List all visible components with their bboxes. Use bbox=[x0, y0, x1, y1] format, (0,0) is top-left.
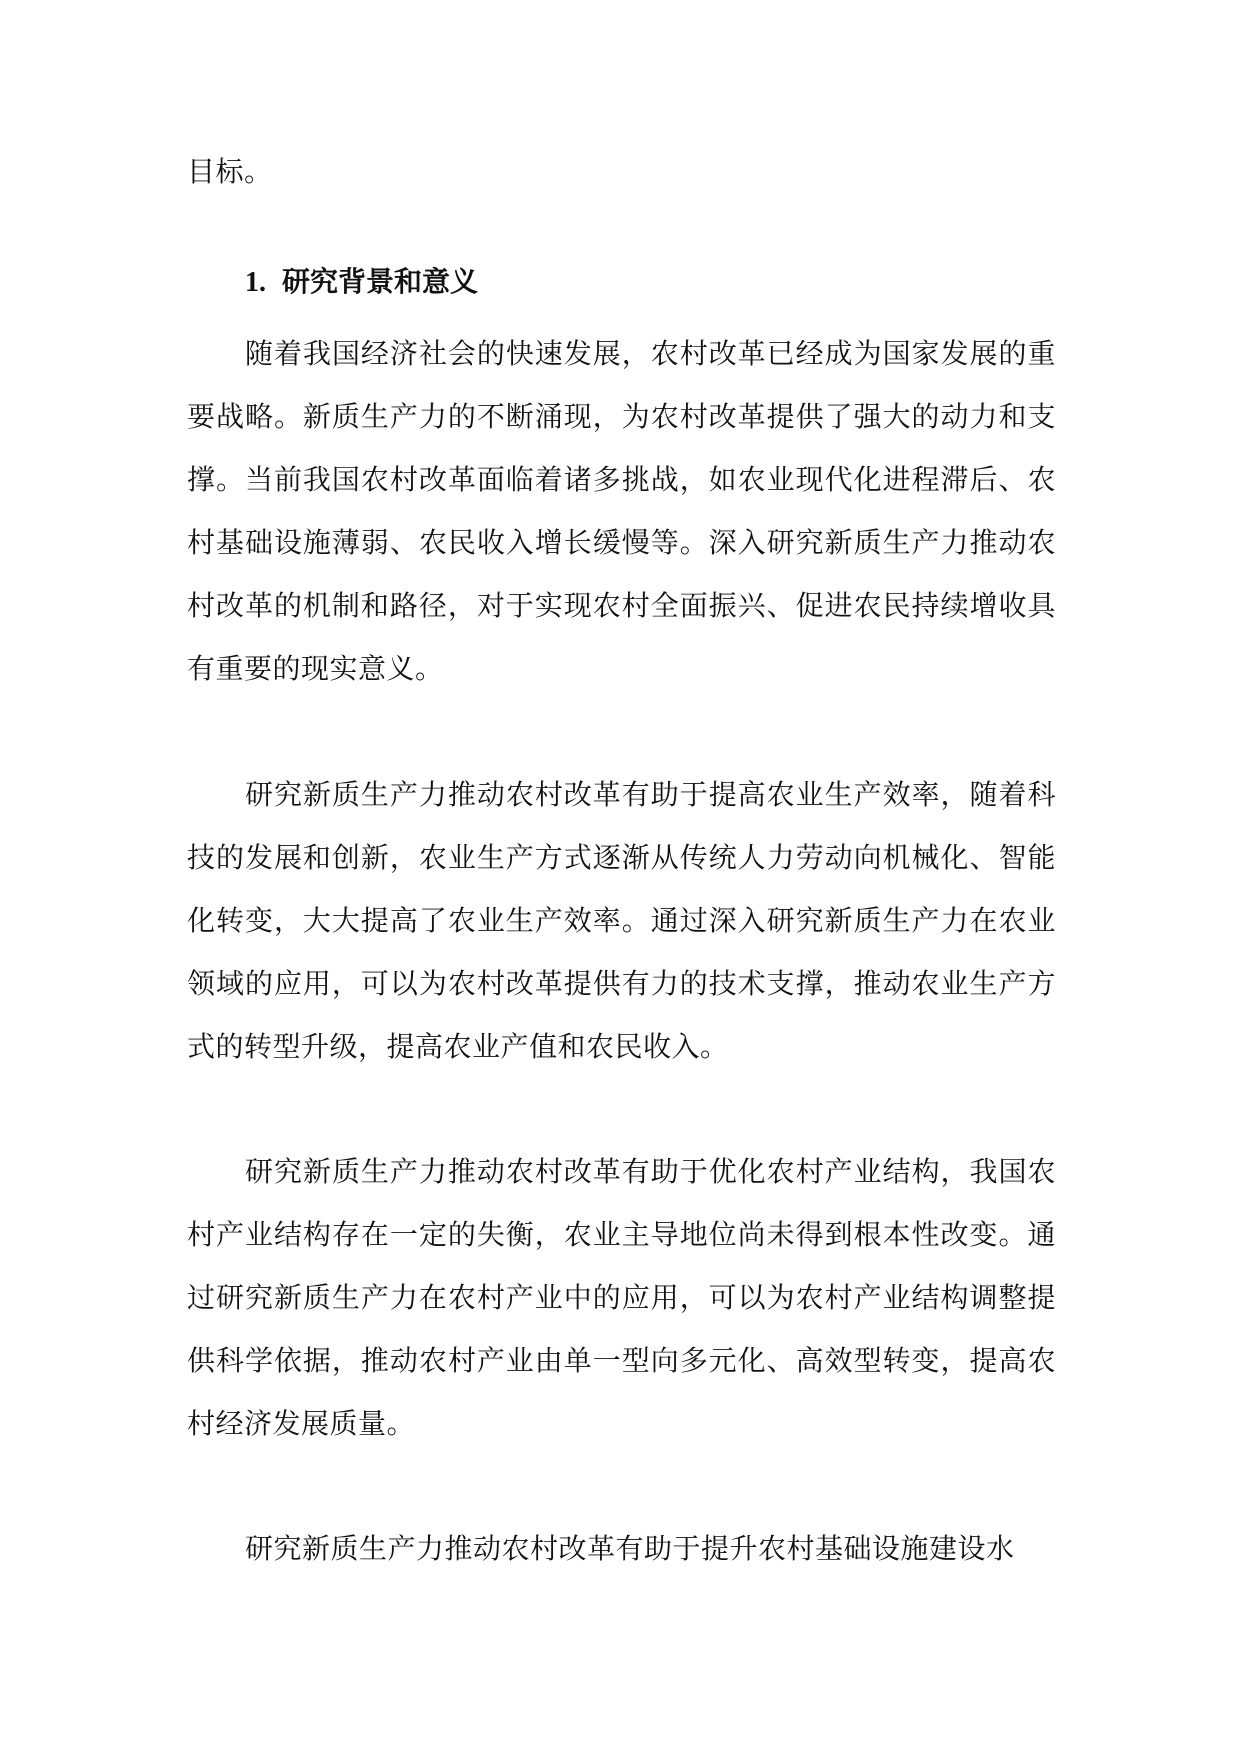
paragraph-background: 随着我国经济社会的快速发展，农村改革已经成为国家发展的重要战略。新质生产力的不断涌现，为农村改革提供了强大的动力和支撑。当前我国农村改革面临着诸多挑战，如农业现代化进程滞后、农村基础设施薄弱、农民收入增长缓慢等。深入研究新质生产力推动农村改革的机制和路径，对于实现农村全面振兴、促进农民持续增收具有重要的现实意义。 bbox=[187, 337, 1056, 685]
paragraph-efficiency: 研究新质生产力推动农村改革有助于提高农业生产效率，随着科技的发展和创新，农业生产方式逐渐从传统人力劳动向机械化、智能化转变，大大提高了农业生产效率。通过深入研究新质生产力在农业领域的应用，可以为农村改革提供有力的技术支撑，推动农业生产方式的转型升级，提高农业产值和农民收入。 bbox=[187, 778, 1056, 1063]
continuation-text: 目标。 bbox=[187, 155, 273, 188]
section-number: 1. bbox=[245, 267, 266, 298]
section-heading bbox=[245, 252, 478, 313]
section-title: 研究背景和意义 bbox=[282, 265, 479, 298]
paragraph-infrastructure: 研究新质生产力推动农村改革有助于提升农村基础设施建设水 bbox=[245, 1532, 1015, 1565]
paragraph-industry-structure: 研究新质生产力推动农村改革有助于优化农村产业结构，我国农村产业结构存在一定的失衡，农业主导地位尚未得到根本性改变。通过研究新质生产力在农村产业中的应用，可以为农村产业结构调整提供科学依据，推动农村产业由单一型向多元化、高效型转变，提高农村经济发展质量。 bbox=[187, 1155, 1056, 1440]
